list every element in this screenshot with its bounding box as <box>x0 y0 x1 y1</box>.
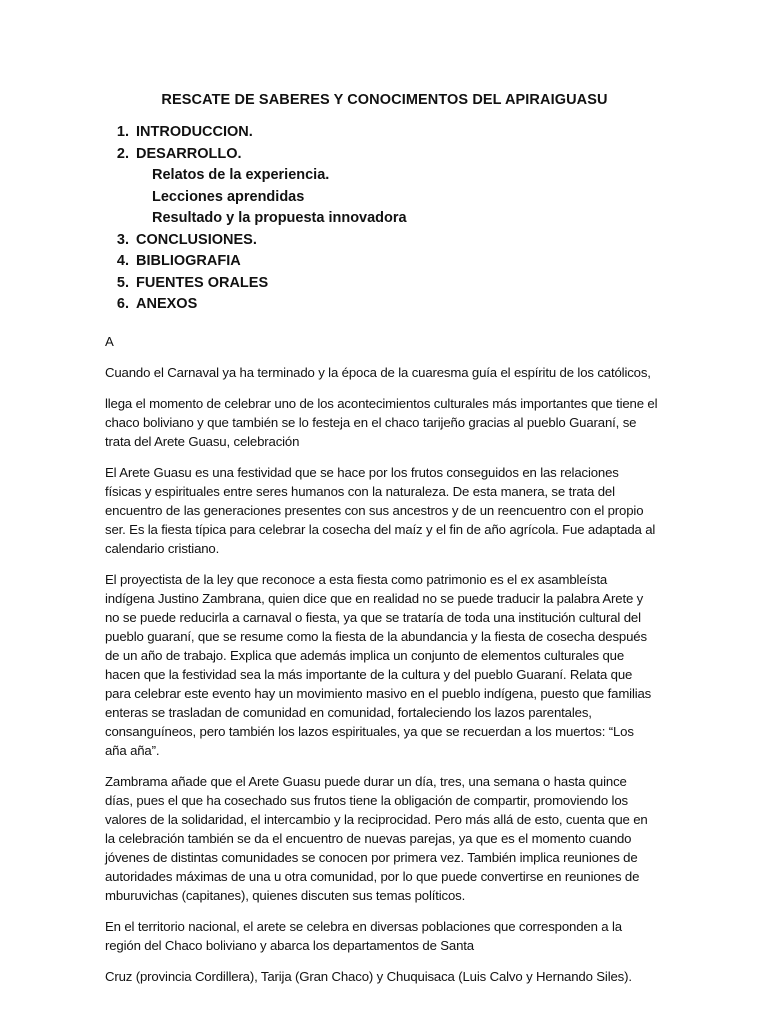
paragraph: llega el momento de celebrar uno de los acontecimientos culturales más importantes que tiene el chaco boliviano y que también se lo festeja en el chaco tarijeño gracias al pueblo Guaraní, se trata del Arete Guasu, celebración <box>105 395 658 449</box>
toc-number: 4. <box>116 253 129 269</box>
toc-label: CONCLUSIONES. <box>136 231 257 248</box>
toc-item <box>105 230 658 252</box>
toc-number: 2. <box>116 145 129 162</box>
table-of-contents <box>105 122 658 316</box>
toc-label: INTRODUCCION. <box>136 124 253 140</box>
toc-number: 6. <box>116 296 129 312</box>
toc-label: BIBLIOGRAFIA <box>136 253 241 269</box>
paragraph: Cruz (provincia Cordillera), Tarija (Gran Chaco) y Chuquisaca (Luis Calvo y Hernando Siles). <box>105 968 632 984</box>
toc-number: 5. <box>116 274 129 291</box>
toc-subitem: Relatos de la experiencia. <box>152 167 330 183</box>
toc-label: FUENTES ORALES <box>136 274 269 291</box>
paragraph: A <box>105 333 114 349</box>
toc-subitem: Lecciones aprendidas <box>152 188 305 205</box>
toc-item <box>105 144 658 166</box>
document-title: RESCATE DE SABERES Y CONOCIMENTOS DEL APIRAIGUASU <box>161 92 608 108</box>
toc-number: 1. <box>116 124 129 140</box>
paragraph: El proyectista de la ley que reconoce a esta fiesta como patrimonio es el ex asambleísta indígena Justino Zambrana, quien dice que en realidad no se puede traducir la palabra Arete y no se puede reducirla a carnaval o fiesta, ya que se trataría de toda una institución cultural del pueblo guaraní, que se resume como la fiesta de la abundancia y la fiesta de cosecha después de un año de trabajo. Explica que además implica un conjunto de elementos culturales que hacen que la festividad sea la más importante de la cultura y del pueblo Guaraní. Relata que para celebrar este evento hay un movimiento masivo en el pueblo indígena, puesto que familias enteras se trasladan de comunidad en comunidad, fortaleciendo los lazos parentales, consanguíneos, pero también los lazos espirituales, ya que se recuerdan a los muertos: “Los aña aña”. <box>105 571 652 758</box>
toc-item <box>105 294 658 316</box>
paragraph: Cuando el Carnaval ya ha terminado y la época de la cuaresma guía el espíritu de los católicos, <box>105 364 651 380</box>
toc-subitem: Resultado y la propuesta innovadora <box>152 210 407 226</box>
toc-number: 3. <box>116 231 129 248</box>
toc-item <box>105 273 658 295</box>
paragraph: El Arete Guasu es una festividad que se hace por los frutos conseguidos en las relaciones físicas y espirituales entre seres humanos con la naturaleza. De esta manera, se trata del encuentro de las generaciones presentes con sus ancestros y de un reencuentro con el propio ser. Es la fiesta típica para celebrar la cosecha del maíz y el fin de año agrícola. Fue adaptada al calendario cristiano. <box>105 464 656 556</box>
toc-label: ANEXOS <box>136 296 198 312</box>
toc-item <box>105 122 658 144</box>
paragraph: En el territorio nacional, el arete se celebra en diversas poblaciones que corresponden a la región del Chaco boliviano y abarca los departamentos de Santa <box>105 918 622 953</box>
paragraph: Zambrama añade que el Arete Guasu puede durar un día, tres, una semana o hasta quince días, pues el que ha cosechado sus frutos tiene la obligación de compartir, promoviendo los valores de la solidaridad, el intercambio y la reciprocidad. Pero más allá de esto, cuenta que en la celebración también se da el encuentro de nuevas parejas, ya que es el momento cuando jóvenes de distintas comunidades se conocen por primera vez. También implica reuniones de autoridades máximas de una u otra comunidad, por lo que puede convertirse en reuniones de mburuvichas (capitanes), quienes discuten sus temas políticos. <box>105 773 648 903</box>
toc-label: DESARROLLO. <box>136 145 242 162</box>
toc-item <box>105 251 658 273</box>
